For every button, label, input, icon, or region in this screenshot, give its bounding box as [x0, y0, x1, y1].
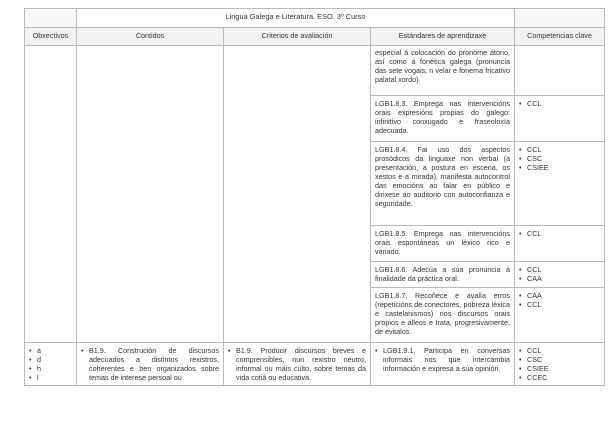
competence-item: • CAA [519, 274, 600, 283]
standard-cell: LGB1.8.6. Adecúa a súa pronuncia á finalidade da práctica oral. [371, 262, 515, 288]
competence-item: • CCL [519, 265, 600, 274]
competence-item: • CCL [519, 300, 600, 309]
header-criteria: Criterios de avaliación [224, 28, 371, 46]
content-item: • B1.9. Construción de discursos adecuados a distintos rexistros, coherentes e ben organizados sobre temas de interese persoal ou [81, 346, 219, 382]
competence-item: • CSC [519, 355, 600, 364]
standard-cell: especial á colocación do pronome átono, así como á fonética galega (pronuncia das sete vogais, n velar e fonema fricativo palatal xordo). [371, 46, 515, 96]
objective-item: • h [29, 364, 72, 373]
curriculum-table [24, 8, 605, 386]
competence-item: • CCL [519, 346, 600, 355]
course-title: Lingua Galega e Literatura. ESO. 3º Curso [77, 9, 515, 28]
contents-cell [77, 46, 224, 343]
objectives-cell [25, 46, 77, 343]
objective-item: • d [29, 355, 72, 364]
competences-cell [515, 142, 605, 226]
competence-item: • CSIEE [519, 163, 600, 172]
competence-item: • CCL [519, 99, 600, 108]
competences-cell [515, 226, 605, 262]
competences-cell [515, 262, 605, 288]
objective-item: • a [29, 346, 72, 355]
competence-list [519, 99, 600, 108]
competence-item: • CCL [519, 145, 600, 154]
competences-cell [515, 46, 605, 96]
competence-item: • CSC [519, 154, 600, 163]
competence-item: • CCEC [519, 373, 600, 382]
content-list [81, 346, 219, 382]
criteria-list [228, 346, 366, 382]
competence-item: • CCL [519, 229, 600, 238]
competence-list [519, 265, 600, 283]
standard-cell [371, 343, 515, 386]
header-contents: Contidos [77, 28, 224, 46]
empty-corner-cell [515, 9, 605, 28]
standard-item: • LGB1.9.1. Participa en conversas informais nos que intercambia información e expresa a súa opinión. [375, 346, 510, 373]
standard-cell: LGB1.8.4. Fai uso dos aspectos prosódicos da linguaxe non verbal (a presentación, a postura en escena, os xestos e a mirada), manifesta autocontrol das emocións ao falar en público e dirixese ao auditorio con autoconfianza e seguridade. [371, 142, 515, 226]
table-row [25, 46, 605, 96]
header-standards: Estándares de aprendizaxe [371, 28, 515, 46]
contents-cell [77, 343, 224, 386]
standard-cell: LGB1.8.3. Emprega nas intervencións orais expresións propias do galego: infinitivo conxugado e fraseoloxía adecuada. [371, 96, 515, 142]
criteria-cell [224, 343, 371, 386]
header-competences: Competencias clave [515, 28, 605, 46]
standard-cell: LGB1.8.5. Emprega nas intervencións orais espontáneas un léxico rico e variado. [371, 226, 515, 262]
competences-cell [515, 343, 605, 386]
competences-cell [515, 96, 605, 142]
competence-item: • CSIEE [519, 364, 600, 373]
competences-cell [515, 288, 605, 343]
table-row [25, 343, 605, 386]
criteria-cell [224, 46, 371, 343]
competence-list [519, 346, 600, 382]
competence-item: • CAA [519, 291, 600, 300]
header-objectives: Obxectivos [25, 28, 77, 46]
objective-item: • l [29, 373, 72, 382]
empty-corner-cell [25, 9, 77, 28]
criteria-item: • B1.9. Producir discursos breves e comprensibles, nun rexistro neutro, informal ou máis culto, sobre temas da vida cotiá ou educativa. [228, 346, 366, 382]
objective-list [29, 346, 72, 382]
standard-list [375, 346, 510, 373]
competence-list [519, 145, 600, 172]
competence-list [519, 229, 600, 238]
objectives-cell [25, 343, 77, 386]
standard-cell: LGB1.8.7. Recoñece e avalía erros (repeticións de conectores, pobreza léxica e castelanismos) nos discursos orais propios e alleos e trata, progresivamente, de evitalos. [371, 288, 515, 343]
competence-list [519, 291, 600, 309]
